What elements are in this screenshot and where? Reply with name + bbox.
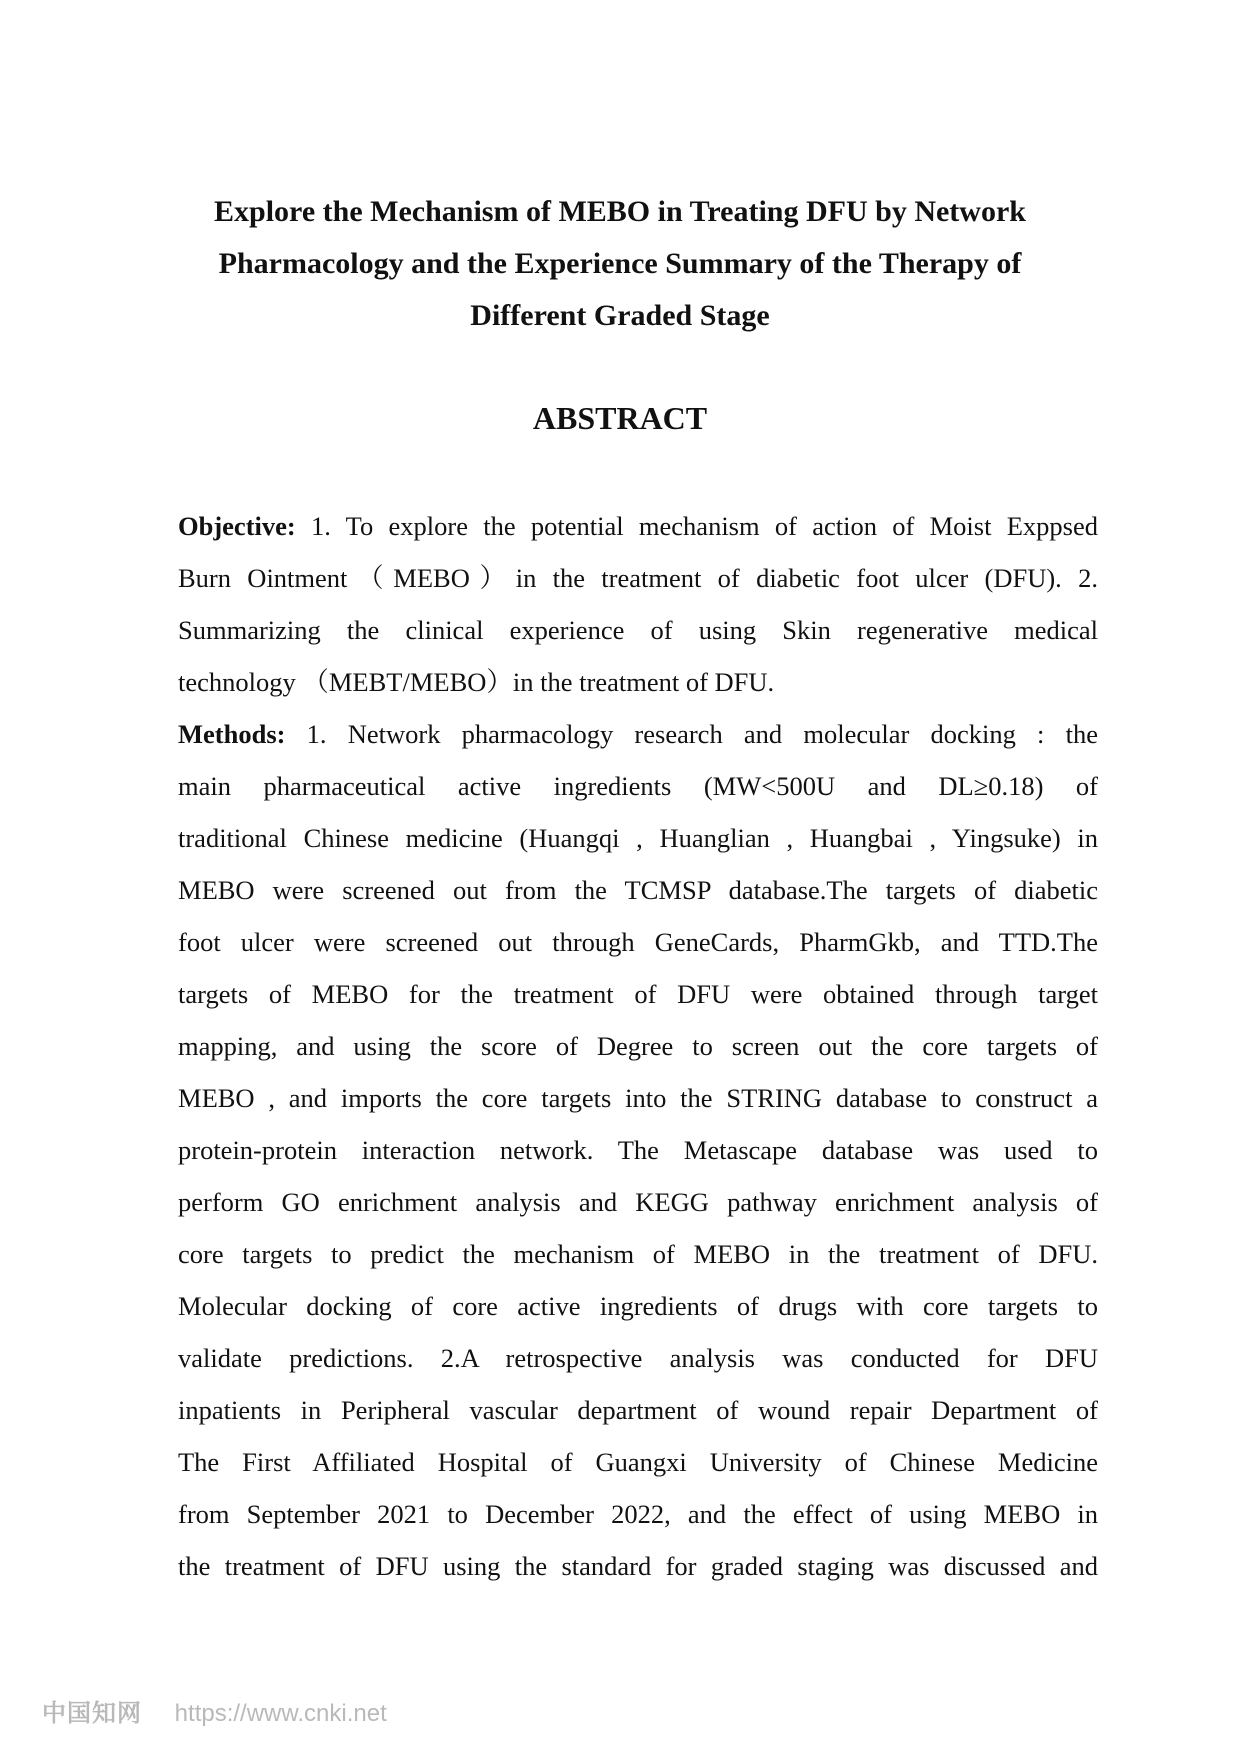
methods-line: core targets to predict the mechanism of MEBO in the treatment of DFU.: [178, 1239, 1098, 1269]
objective-text: 1. To explore the potential mechanism of action of Moist Exppsed: [295, 511, 1098, 541]
methods-line: The First Affiliated Hospital of Guangxi University of Chinese Medicine: [178, 1447, 1098, 1477]
methods-label: Methods:: [178, 719, 286, 749]
title-line: Different Graded Stage: [470, 299, 770, 332]
methods-line: the treatment of DFU using the standard for graded staging was discussed and: [178, 1551, 1098, 1581]
methods-line: from September 2021 to December 2022, and the effect of using MEBO in: [178, 1499, 1098, 1529]
methods-line: protein-protein interaction network. The Metascape database was used to: [178, 1135, 1098, 1165]
methods-line: traditional Chinese medicine (Huangqi , Huanglian , Huangbai , Yingsuke) in: [178, 823, 1098, 853]
objective-line: Burn Ointment（MEBO）in the treatment of diabetic foot ulcer (DFU). 2.: [178, 563, 1098, 593]
abstract-body: [178, 500, 1098, 1592]
cnki-logo: 中国知网: [42, 1700, 142, 1727]
methods-line: main pharmaceutical active ingredients (MW<500U and DL≥0.18) of: [178, 771, 1098, 801]
methods-line: validate predictions. 2.A retrospective analysis was conducted for DFU: [178, 1343, 1098, 1373]
objective-line: [178, 500, 1098, 552]
watermark-footer: [42, 1693, 387, 1728]
methods-line: mapping, and using the score of Degree to screen out the core targets of: [178, 1031, 1098, 1061]
paper-title: [150, 186, 1090, 342]
methods-line: foot ulcer were screened out through GeneCards, PharmGkb, and TTD.The: [178, 927, 1098, 957]
cnki-url: https://www.cnki.net: [174, 1700, 387, 1727]
title-line: Explore the Mechanism of MEBO in Treating DFU by Network: [214, 195, 1026, 228]
methods-line: Molecular docking of core active ingredients of drugs with core targets to: [178, 1291, 1098, 1321]
methods-line: targets of MEBO for the treatment of DFU were obtained through target: [178, 979, 1098, 1009]
methods-line: MEBO , and imports the core targets into the STRING database to construct a: [178, 1083, 1098, 1113]
methods-line: inpatients in Peripheral vascular department of wound repair Department of: [178, 1395, 1098, 1425]
abstract-heading: ABSTRACT: [532, 400, 708, 436]
objective-line: technology （MEBT/MEBO）in the treatment of DFU.: [178, 667, 775, 697]
methods-line: perform GO enrichment analysis and KEGG pathway enrichment analysis of: [178, 1187, 1098, 1217]
methods-line: MEBO were screened out from the TCMSP database.The targets of diabetic: [178, 875, 1098, 905]
methods-text: 1. Network pharmacology research and molecular docking : the: [285, 719, 1098, 749]
objective-line: Summarizing the clinical experience of using Skin regenerative medical: [178, 615, 1098, 645]
objective-label: Objective:: [178, 511, 296, 541]
title-line: Pharmacology and the Experience Summary of the Therapy of: [218, 247, 1022, 280]
methods-line: [178, 708, 1098, 760]
